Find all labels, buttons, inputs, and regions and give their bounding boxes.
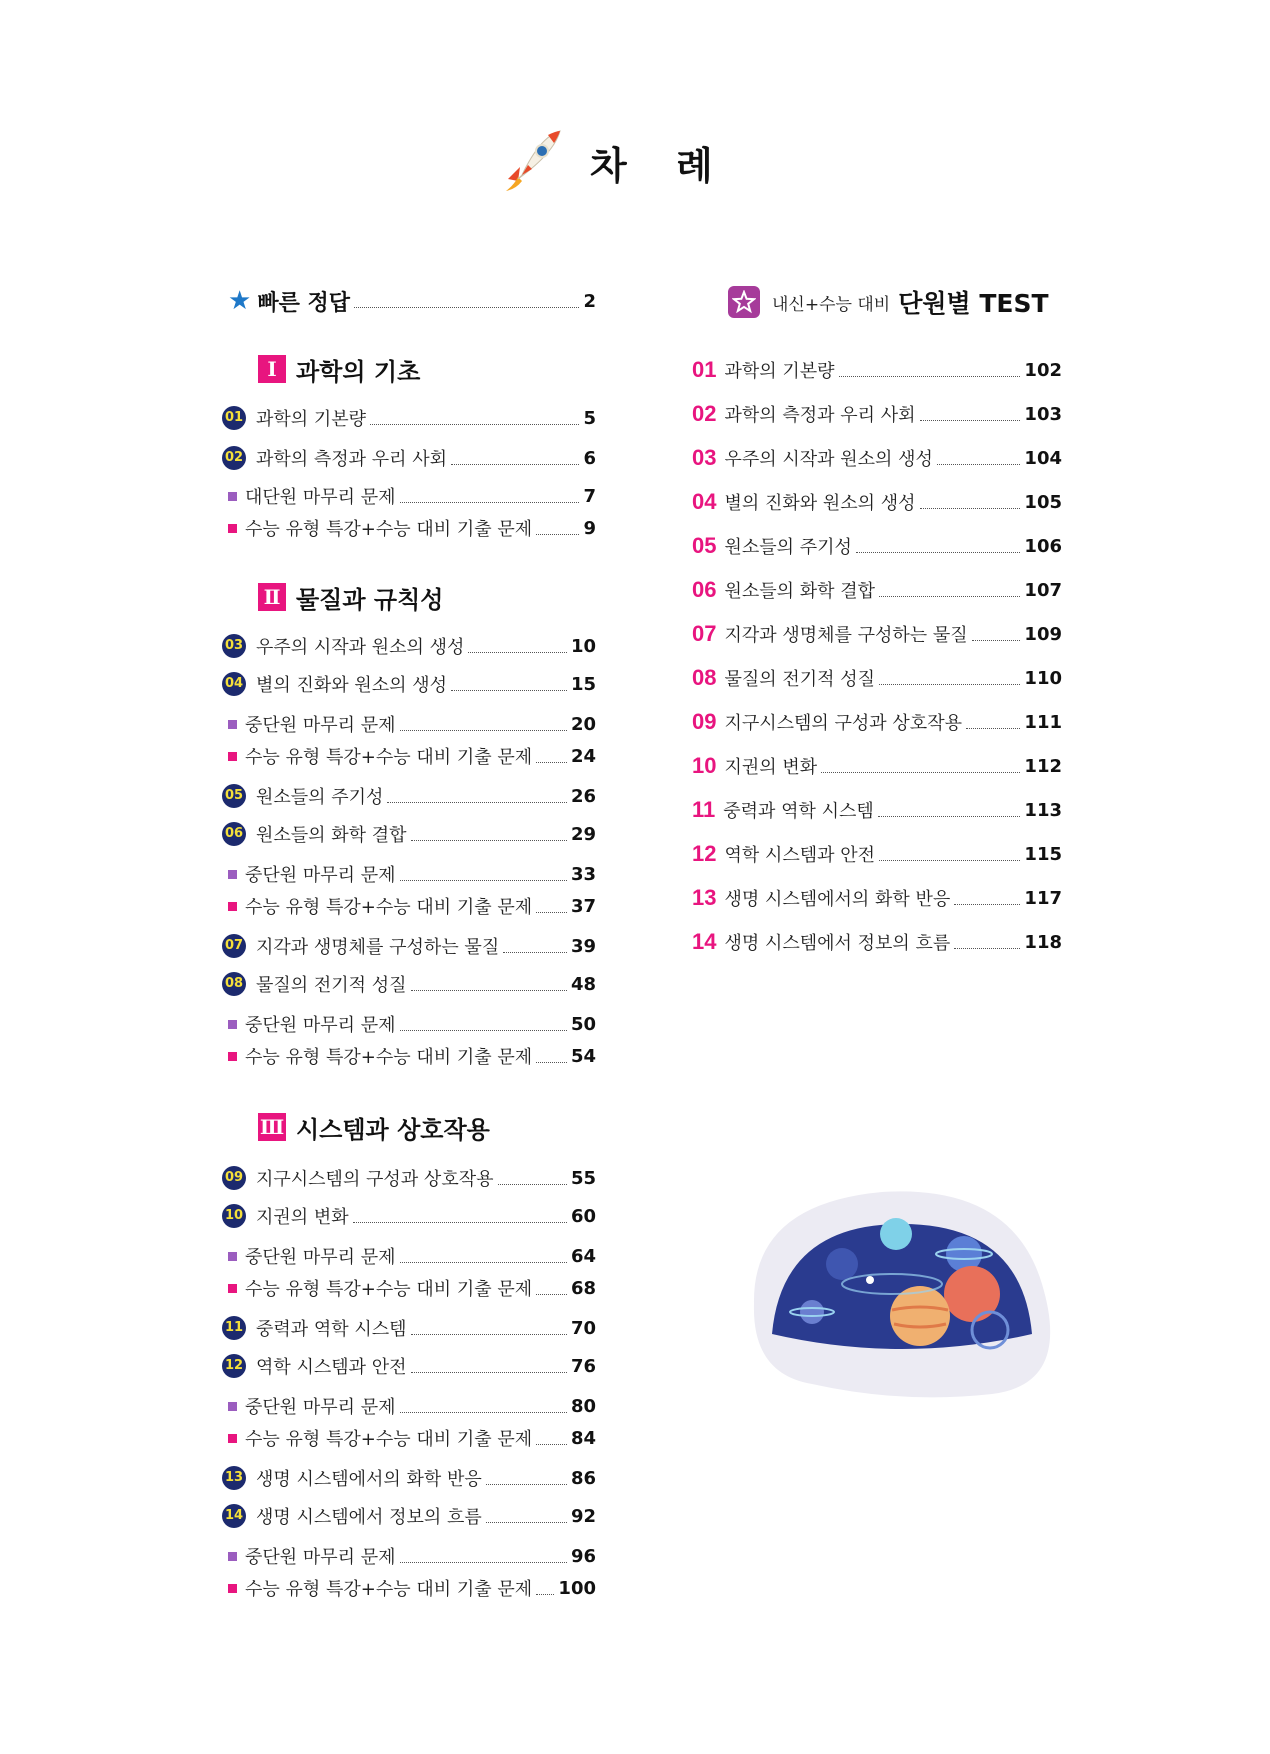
leader-dots bbox=[536, 912, 567, 913]
entry-label: 생명 시스템에서 정보의 흐름 bbox=[256, 1507, 482, 1528]
leader-dots bbox=[411, 990, 567, 991]
unit-number-badge: 14 bbox=[222, 1504, 246, 1528]
leader-dots bbox=[354, 307, 579, 308]
unit-number-badge: 03 bbox=[222, 634, 246, 658]
entry-label: 과학의 측정과 우리 사회 bbox=[256, 449, 448, 470]
toc-entry-unit[interactable] bbox=[222, 782, 596, 810]
page-number: 37 bbox=[570, 895, 596, 917]
page-number: 105 bbox=[1024, 491, 1062, 513]
page-number: 112 bbox=[1024, 755, 1062, 777]
leader-dots bbox=[486, 1484, 567, 1485]
entry-label: 원소들의 화학 결합 bbox=[724, 581, 876, 602]
unit-number-badge: 08 bbox=[222, 972, 246, 996]
entry-label: 과학의 기본량 bbox=[256, 409, 367, 430]
page-number: 103 bbox=[1024, 403, 1062, 425]
entry-label: 수능 유형 특강+수능 대비 기출 문제 bbox=[245, 747, 533, 768]
test-entry[interactable] bbox=[692, 928, 1062, 956]
entry-label: 지구시스템의 구성과 상호작용 bbox=[724, 713, 962, 734]
quick-answer-label: 빠른 정답 bbox=[257, 290, 350, 316]
leader-dots bbox=[468, 652, 567, 653]
entry-label: 과학의 측정과 우리 사회 bbox=[724, 405, 916, 426]
leader-dots bbox=[954, 904, 1020, 905]
section-heading bbox=[258, 1110, 490, 1144]
bullet-square-icon bbox=[228, 1402, 237, 1411]
leader-dots bbox=[536, 762, 567, 763]
page-number: 104 bbox=[1024, 447, 1062, 469]
unit-number-badge: 04 bbox=[222, 672, 246, 696]
entry-label: 우주의 시작과 원소의 생성 bbox=[724, 449, 933, 470]
page-number: 60 bbox=[570, 1205, 596, 1227]
page-number: 7 bbox=[583, 485, 596, 507]
page-number: 64 bbox=[570, 1245, 596, 1267]
leader-dots bbox=[821, 772, 1020, 773]
leader-dots bbox=[503, 952, 567, 953]
test-number: 11 bbox=[692, 797, 716, 822]
toc-entry-unit[interactable] bbox=[222, 1314, 596, 1342]
page-number: 92 bbox=[570, 1505, 596, 1527]
page-number: 96 bbox=[570, 1545, 596, 1567]
entry-label: 원소들의 화학 결합 bbox=[256, 825, 407, 846]
entry-label: 대단원 마무리 문제 bbox=[245, 487, 396, 508]
section-title: 시스템과 상호작용 bbox=[296, 1115, 490, 1144]
bullet-square-icon bbox=[228, 1552, 237, 1561]
page-number: 109 bbox=[1024, 623, 1062, 645]
leader-dots bbox=[387, 802, 567, 803]
entry-label: 별의 진화와 원소의 생성 bbox=[724, 493, 916, 514]
leader-dots bbox=[920, 420, 1021, 421]
leader-dots bbox=[878, 816, 1021, 817]
test-section-title: 단원별 TEST bbox=[898, 289, 1049, 318]
test-entry[interactable] bbox=[692, 752, 1062, 780]
page-number: 110 bbox=[1024, 667, 1062, 689]
unit-number-badge: 11 bbox=[222, 1316, 246, 1340]
bullet-square-icon bbox=[228, 1284, 237, 1293]
page-number: 111 bbox=[1024, 711, 1062, 733]
entry-label: 수능 유형 특강+수능 대비 기출 문제 bbox=[245, 1579, 533, 1600]
page-number: 48 bbox=[570, 973, 596, 995]
test-entry[interactable] bbox=[692, 840, 1062, 868]
bullet-square-icon bbox=[228, 1020, 237, 1029]
leader-dots bbox=[879, 596, 1020, 597]
leader-dots bbox=[498, 1184, 567, 1185]
entry-label: 지구시스템의 구성과 상호작용 bbox=[256, 1169, 494, 1190]
test-entry[interactable] bbox=[692, 884, 1062, 912]
quick-answer-entry[interactable] bbox=[228, 287, 596, 315]
page-number: 2 bbox=[583, 290, 596, 312]
page-number: 10 bbox=[570, 635, 596, 657]
toc-entry-unit[interactable] bbox=[222, 1164, 596, 1192]
test-section-heading bbox=[728, 284, 1049, 320]
toc-entry-review[interactable] bbox=[222, 1392, 596, 1420]
test-entry[interactable] bbox=[692, 488, 1062, 516]
entry-label: 지권의 변화 bbox=[724, 757, 818, 778]
bullet-square-icon bbox=[228, 870, 237, 879]
leader-dots bbox=[400, 1412, 567, 1413]
entry-label: 역학 시스템과 안전 bbox=[256, 1357, 407, 1378]
leader-dots bbox=[411, 1334, 567, 1335]
page-number: 100 bbox=[558, 1577, 596, 1599]
entry-label: 수능 유형 특강+수능 대비 기출 문제 bbox=[245, 1047, 533, 1068]
bullet-square-icon bbox=[228, 1434, 237, 1443]
unit-number-badge: 02 bbox=[222, 446, 246, 470]
test-number: 14 bbox=[692, 929, 717, 954]
page-number: 20 bbox=[570, 713, 596, 735]
entry-label: 우주의 시작과 원소의 생성 bbox=[256, 637, 465, 658]
page-title: 차 례 bbox=[590, 143, 731, 188]
entry-label: 생명 시스템에서의 화학 반응 bbox=[256, 1469, 482, 1490]
bullet-square-icon bbox=[228, 492, 237, 501]
leader-dots bbox=[486, 1522, 567, 1523]
test-number: 08 bbox=[692, 665, 717, 690]
page-number: 117 bbox=[1024, 887, 1062, 909]
page-number: 29 bbox=[570, 823, 596, 845]
entry-label: 역학 시스템과 안전 bbox=[724, 845, 876, 866]
entry-label: 지권의 변화 bbox=[256, 1207, 349, 1228]
page-number: 6 bbox=[583, 447, 596, 469]
page-number: 54 bbox=[570, 1045, 596, 1067]
bullet-square-icon bbox=[228, 902, 237, 911]
toc-entry-unit[interactable] bbox=[222, 1202, 596, 1230]
section-heading bbox=[258, 352, 420, 386]
page-number: 84 bbox=[570, 1427, 596, 1449]
leader-dots bbox=[411, 840, 567, 841]
entry-label: 지각과 생명체를 구성하는 물질 bbox=[724, 625, 968, 646]
section-numeral: Ⅰ bbox=[258, 355, 286, 383]
toc-entry-review[interactable] bbox=[222, 860, 596, 888]
toc-entry-special[interactable] bbox=[222, 514, 596, 542]
test-number: 03 bbox=[692, 445, 717, 470]
leader-dots bbox=[536, 1594, 554, 1595]
leader-dots bbox=[400, 1262, 567, 1263]
page-number: 15 bbox=[570, 673, 596, 695]
entry-label: 수능 유형 특강+수능 대비 기출 문제 bbox=[245, 1429, 533, 1450]
leader-dots bbox=[879, 860, 1020, 861]
test-number: 12 bbox=[692, 841, 717, 866]
test-number: 09 bbox=[692, 709, 717, 734]
unit-number-badge: 12 bbox=[222, 1354, 246, 1378]
page-header bbox=[500, 122, 731, 202]
entry-label: 별의 진화와 원소의 생성 bbox=[256, 675, 448, 696]
planets-illustration bbox=[742, 1184, 1062, 1400]
toc-entry-unit[interactable] bbox=[222, 1464, 596, 1492]
toc-entry-unit[interactable] bbox=[222, 932, 596, 960]
section-title: 과학의 기초 bbox=[296, 357, 421, 386]
toc-entry-special[interactable] bbox=[222, 1424, 596, 1452]
toc-entry-unit[interactable] bbox=[222, 444, 596, 472]
entry-label: 중단원 마무리 문제 bbox=[245, 1397, 396, 1418]
test-number: 04 bbox=[692, 489, 717, 514]
leader-dots bbox=[839, 376, 1021, 377]
toc-entry-unit[interactable] bbox=[222, 632, 596, 660]
toc-entry-unit[interactable] bbox=[222, 1502, 596, 1530]
test-star-badge-icon bbox=[728, 286, 760, 318]
leader-dots bbox=[411, 1372, 567, 1373]
entry-label: 중단원 마무리 문제 bbox=[245, 1547, 396, 1568]
toc-entry-review[interactable] bbox=[222, 1010, 596, 1038]
leader-dots bbox=[400, 1030, 567, 1031]
rocket-icon bbox=[500, 127, 564, 197]
section-title: 물질과 규칙성 bbox=[296, 585, 444, 614]
leader-dots bbox=[972, 640, 1021, 641]
entry-label: 중단원 마무리 문제 bbox=[245, 1015, 396, 1036]
test-number: 13 bbox=[692, 885, 717, 910]
leader-dots bbox=[353, 1222, 567, 1223]
leader-dots bbox=[966, 728, 1020, 729]
star-icon: ★ bbox=[228, 286, 252, 316]
leader-dots bbox=[536, 1444, 567, 1445]
test-number: 01 bbox=[692, 357, 717, 382]
unit-number-badge: 01 bbox=[222, 406, 246, 430]
leader-dots bbox=[400, 880, 567, 881]
test-entry[interactable] bbox=[692, 796, 1062, 824]
test-entry[interactable] bbox=[692, 620, 1062, 648]
test-entry[interactable] bbox=[692, 708, 1062, 736]
page-number: 115 bbox=[1024, 843, 1062, 865]
leader-dots bbox=[451, 464, 579, 465]
section-heading bbox=[258, 580, 443, 614]
test-number: 02 bbox=[692, 401, 717, 426]
bullet-square-icon bbox=[228, 1584, 237, 1593]
leader-dots bbox=[879, 684, 1020, 685]
page-number: 68 bbox=[570, 1277, 596, 1299]
unit-number-badge: 09 bbox=[222, 1166, 246, 1190]
leader-dots bbox=[920, 508, 1021, 509]
entry-label: 중단원 마무리 문제 bbox=[245, 715, 396, 736]
test-entry[interactable] bbox=[692, 356, 1062, 384]
toc-entry-unit[interactable] bbox=[222, 1352, 596, 1380]
page-number: 26 bbox=[570, 785, 596, 807]
unit-number-badge: 13 bbox=[222, 1466, 246, 1490]
toc-entry-special[interactable] bbox=[222, 1574, 596, 1602]
entry-label: 지각과 생명체를 구성하는 물질 bbox=[256, 937, 500, 958]
bullet-square-icon bbox=[228, 752, 237, 761]
toc-entry-special[interactable] bbox=[222, 1042, 596, 1070]
test-entry[interactable] bbox=[692, 664, 1062, 692]
page-number: 50 bbox=[570, 1013, 596, 1035]
test-entry[interactable] bbox=[692, 400, 1062, 428]
toc-entry-review[interactable] bbox=[222, 1242, 596, 1270]
page-number: 76 bbox=[570, 1355, 596, 1377]
test-number: 05 bbox=[692, 533, 717, 558]
leader-dots bbox=[954, 948, 1020, 949]
bullet-square-icon bbox=[228, 720, 237, 729]
entry-label: 과학의 기본량 bbox=[724, 361, 835, 382]
unit-number-badge: 07 bbox=[222, 934, 246, 958]
entry-label: 원소들의 주기성 bbox=[724, 537, 852, 558]
leader-dots bbox=[400, 730, 567, 731]
toc-entry-special[interactable] bbox=[222, 892, 596, 920]
toc-entry-review[interactable] bbox=[222, 1542, 596, 1570]
leader-dots bbox=[536, 1062, 567, 1063]
test-section-prefix: 내신+수능 대비 bbox=[772, 294, 891, 315]
page-number: 33 bbox=[570, 863, 596, 885]
entry-label: 중단원 마무리 문제 bbox=[245, 1247, 396, 1268]
page-number: 70 bbox=[570, 1317, 596, 1339]
toc-entry-unit[interactable] bbox=[222, 820, 596, 848]
test-number: 07 bbox=[692, 621, 717, 646]
entry-label: 수능 유형 특강+수능 대비 기출 문제 bbox=[245, 897, 533, 918]
leader-dots bbox=[856, 552, 1021, 553]
test-entry[interactable] bbox=[692, 576, 1062, 604]
toc-entry-special[interactable] bbox=[222, 742, 596, 770]
leader-dots bbox=[451, 690, 567, 691]
toc-entry-review[interactable] bbox=[222, 710, 596, 738]
page-number: 113 bbox=[1024, 799, 1062, 821]
page-number: 55 bbox=[570, 1167, 596, 1189]
entry-label: 생명 시스템에서 정보의 흐름 bbox=[724, 933, 951, 954]
toc-entry-unit[interactable] bbox=[222, 670, 596, 698]
entry-label: 중력과 역학 시스템 bbox=[723, 801, 874, 822]
leader-dots bbox=[536, 534, 579, 535]
entry-label: 물질의 전기적 성질 bbox=[256, 975, 407, 996]
page-number: 5 bbox=[583, 407, 596, 429]
bullet-square-icon bbox=[228, 1252, 237, 1261]
page-number: 102 bbox=[1024, 359, 1062, 381]
bullet-square-icon bbox=[228, 1052, 237, 1061]
bullet-square-icon bbox=[228, 524, 237, 533]
page-number: 24 bbox=[570, 745, 596, 767]
test-entry[interactable] bbox=[692, 532, 1062, 560]
leader-dots bbox=[370, 424, 579, 425]
toc-entry-unit[interactable] bbox=[222, 970, 596, 998]
leader-dots bbox=[400, 1562, 567, 1563]
leader-dots bbox=[937, 464, 1021, 465]
unit-number-badge: 06 bbox=[222, 822, 246, 846]
page-number: 107 bbox=[1024, 579, 1062, 601]
test-number: 10 bbox=[692, 753, 717, 778]
page-number: 9 bbox=[583, 517, 596, 539]
section-numeral: Ⅲ bbox=[259, 1115, 285, 1139]
leader-dots bbox=[400, 502, 580, 503]
toc-entry-unit[interactable] bbox=[222, 404, 596, 432]
unit-number-badge: 05 bbox=[222, 784, 246, 808]
test-number: 06 bbox=[692, 577, 717, 602]
page-number: 39 bbox=[570, 935, 596, 957]
entry-label: 원소들의 주기성 bbox=[256, 787, 384, 808]
page-number: 118 bbox=[1024, 931, 1062, 953]
test-entry[interactable] bbox=[692, 444, 1062, 472]
entry-label: 중력과 역학 시스템 bbox=[256, 1319, 407, 1340]
section-numeral: Ⅱ bbox=[258, 583, 286, 611]
entry-label: 생명 시스템에서의 화학 반응 bbox=[724, 889, 951, 910]
toc-entry-review[interactable] bbox=[222, 482, 596, 510]
entry-label: 중단원 마무리 문제 bbox=[245, 865, 396, 886]
unit-number-badge: 10 bbox=[222, 1204, 246, 1228]
page-number: 86 bbox=[570, 1467, 596, 1489]
entry-label: 물질의 전기적 성질 bbox=[724, 669, 876, 690]
entry-label: 수능 유형 특강+수능 대비 기출 문제 bbox=[245, 519, 533, 540]
entry-label: 수능 유형 특강+수능 대비 기출 문제 bbox=[245, 1279, 533, 1300]
page-number: 80 bbox=[570, 1395, 596, 1417]
leader-dots bbox=[536, 1294, 567, 1295]
toc-entry-special[interactable] bbox=[222, 1274, 596, 1302]
page-number: 106 bbox=[1024, 535, 1062, 557]
